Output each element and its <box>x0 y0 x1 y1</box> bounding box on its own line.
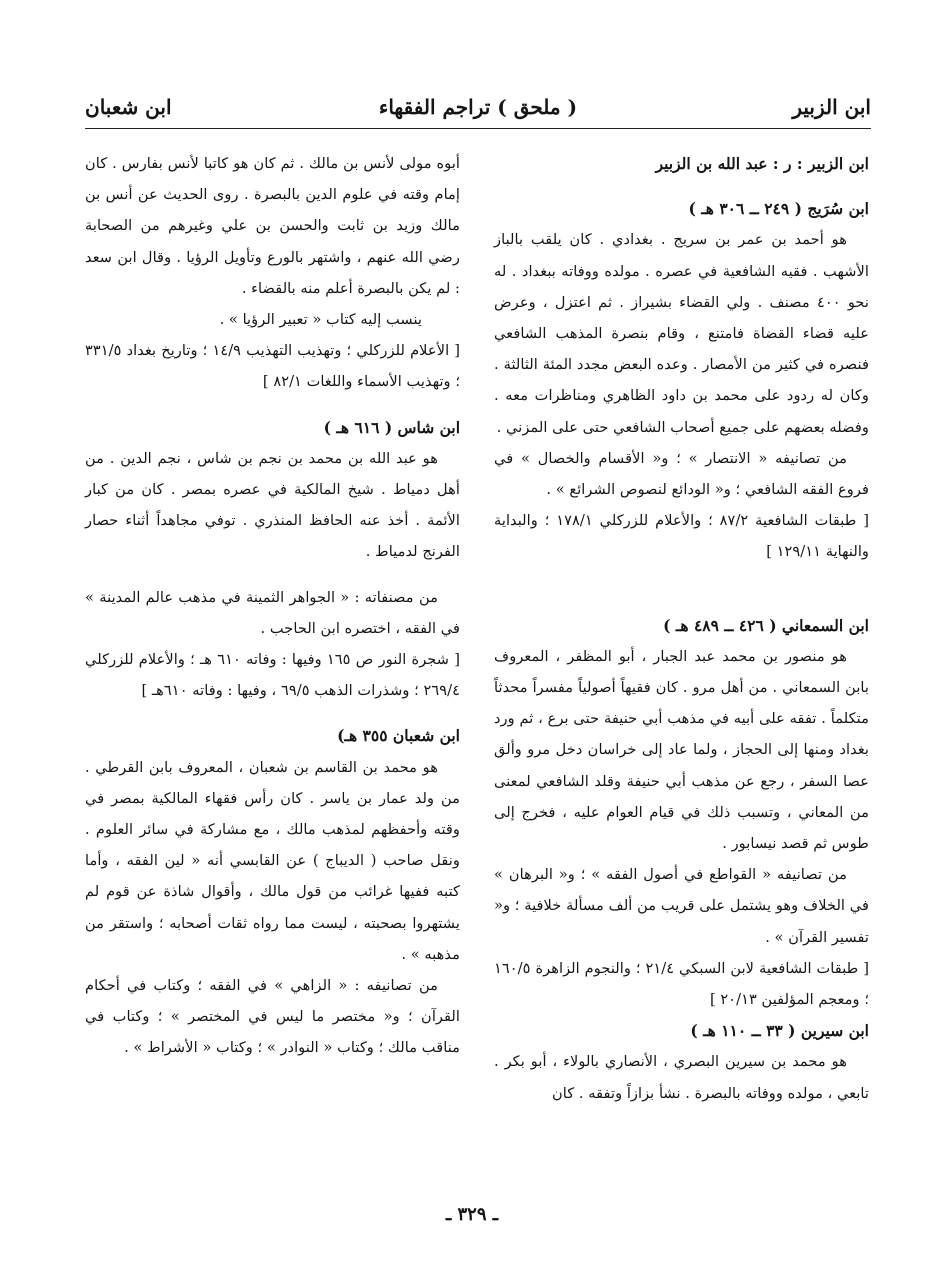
header-left-title: ابن شعبان <box>85 95 172 119</box>
right-column <box>494 148 869 1109</box>
entry-paragraph: أبوه مولى لأنس بن مالك . ثم كان هو كاتبا لأنس بفارس . كان إمام وقته في علوم الدين بالبصرة . روى الحديث عن أنس بن مالك وزيد بن ثابت والحسن بن علي وغيرهم من الصحابة رضي الله عنهم ، واشتهر بالورع وتأويل الرؤيا . وقال ابن سعد : لم يكن بالبصرة أعلم منه بالقضاء . <box>85 155 460 297</box>
entry-paragraph: من تصانيفه « القواطع في أصول الفقه » ؛ و« البرهان » في الخلاف وهو يشتمل على قريب من ألف مسألة خلافية ؛ و« تفسير القرآن » . <box>494 866 869 946</box>
entry-paragraph: هو أحمد بن عمر بن سريج . بغدادي . كان يلقب بالباز الأشهب . فقيه الشافعية في عصره . مولده ووفاته ببغداد . له نحو ٤٠٠ مصنف . ولي القضاء بشيراز . ثم اعتزل ، وعرض عليه قضاء القضاة فامتنع ، وقام بنصرة المذهب الشافعي فنصره في كثير من الأمصار . وعده البعض مجدد المئة الثالثة . وكان له ردود على محمد بن داود الظاهري ومناظرات معه . وفضله بعضهم على جميع أصحاب الشافعي حتى على المزني . <box>494 231 869 436</box>
page-number: ـ ٣٢٩ ـ <box>445 1204 499 1225</box>
entry-title: ابن الزبير : ر : عبد الله بن الزبير <box>655 154 869 173</box>
entry-paragraph: ينسب إليه كتاب « تعبير الرؤيا » . <box>219 311 422 329</box>
entry-title: ابن السمعاني ( ٤٢٦ ــ ٤٨٩ هـ ) <box>663 615 869 635</box>
entry-paragraph: هو محمد بن القاسم بن شعبان ، المعروف بابن القرطي . من ولد عمار بن ياسر . كان رأس فقهاء المالكية بمصر في وقته وأحفظهم لمذهب مالك ، مع مشاركة في سائر العلوم . ونقل صاحب ( الديباج ) عن القابسي أنه « لين الفقه ، وأما كتبه ففيها غرائب من قول مالك ، وأقوال شاذة عن قوم لم يشتهروا بصحبته ، ليست مما رواه ثقات أصحابه ؛ واستقر من مذهبه » . <box>85 758 460 963</box>
references: [ طبقات الشافعية لابن السبكي ٢١/٤ ؛ والنجوم الزاهرة ١٦٠/٥ ؛ ومعجم المؤلفين ٢٠/١٣ ] <box>494 959 870 1009</box>
entry-paragraph: من مصنفاته : « الجواهر الثمينة في مذهب عالم المدينة » في الفقه ، اختصره ابن الحاجب . <box>85 588 460 637</box>
header-center-title: ( ملحق ) تراجم الفقهاء <box>378 95 578 119</box>
references: [ شجرة النور ص ١٦٥ وفيها : وفاته ٦١٠ هـ ؛ والأعلام للزركلي ٢٦٩/٤ ؛ وشذرات الذهب ٦٩/٥ ، وفيها : وفاته ٦١٠هـ ] <box>85 651 460 700</box>
entry-paragraph: هو عبد الله بن محمد بن نجم بن شاس ، نجم الدين . من أهل دمياط . شيخ المالكية في عصره بمصر . كان من كبار الأئمة . أخذ عنه الحافظ المنذري . توفي مجاهداً أثناء حصار الفرنج لدمياط . <box>85 449 460 561</box>
entry-title: ابن سيرين ( ٣٣ ــ ١١٠ هـ ) <box>690 1021 869 1041</box>
running-header <box>85 92 871 129</box>
spacer <box>85 398 460 412</box>
entry-paragraph: من تصانيفه « الانتصار » ؛ و« الأقسام والخصال » في فروع الفقه الشافعي ؛ و« الودائع لنصوص الشرائع » . <box>494 449 869 499</box>
spacer <box>85 706 460 720</box>
spacer <box>85 568 460 582</box>
header-right-title: ابن الزبير <box>792 95 871 119</box>
spacer <box>494 568 869 610</box>
entry-paragraph: هو محمد بن سيرين البصري ، الأنصاري بالولاء ، أبو بكر . تابعي ، مولده ووفاته بالبصرة . نشأ بزازاً وتفقه . كان <box>494 1053 869 1102</box>
references: [ طبقات الشافعية ٨٧/٢ ؛ والأعلام للزركلي ١٧٨/١ ؛ والبداية والنهاية ١٢٩/١١ ] <box>494 512 870 561</box>
entry-paragraph: هو منصور بن محمد عبد الجبار ، أبو المظفر ، المعروف بابن السمعاني . من أهل مرو . كان فقيهاً أصولياً مفسراً محدثاً متكلماً . تفقه على أبيه في مذهب أبي حنيفة حتى برع ، ثم ورد بغداد ومنها إلى الحجاز ، ولما عاد إلى خراسان دخل مرو وألق عصا السفر ، رجع عن مذهب أبي حنيفة وقلد الشافعي لمعنى من المعاني ، وتسبب ذلك في قيام العوام عليه ، فخرج إلى طوس ثم قصد نيسابور . <box>494 647 869 853</box>
entry-paragraph: من تصانيفه : « الزاهي » في الفقه ؛ وكتاب في أحكام القرآن ؛ و« مختصر ما ليس في المختصر » ؛ وكتاب في مناقب مالك ؛ وكتاب « النوادر » ؛ وكتاب « الأشراط » . <box>85 977 460 1057</box>
entry-title: ابن سُرَيج ( ٢٤٩ ــ ٣٠٦ هـ ) <box>688 199 869 219</box>
references: [ الأعلام للزركلي ؛ وتهذيب التهذيب ١٤/٩ ؛ وتاريخ بغداد ٣٣١/٥ ؛ وتهذيب الأسماء واللغات ٨٢/١ ] <box>85 342 460 391</box>
left-column <box>85 148 460 1064</box>
entry-title: ابن شعبان ٣٥٥ هـ) <box>337 726 460 746</box>
entry-title: ابن شاس ( ٦١٦ هـ ) <box>323 417 460 437</box>
spacer <box>494 179 869 193</box>
